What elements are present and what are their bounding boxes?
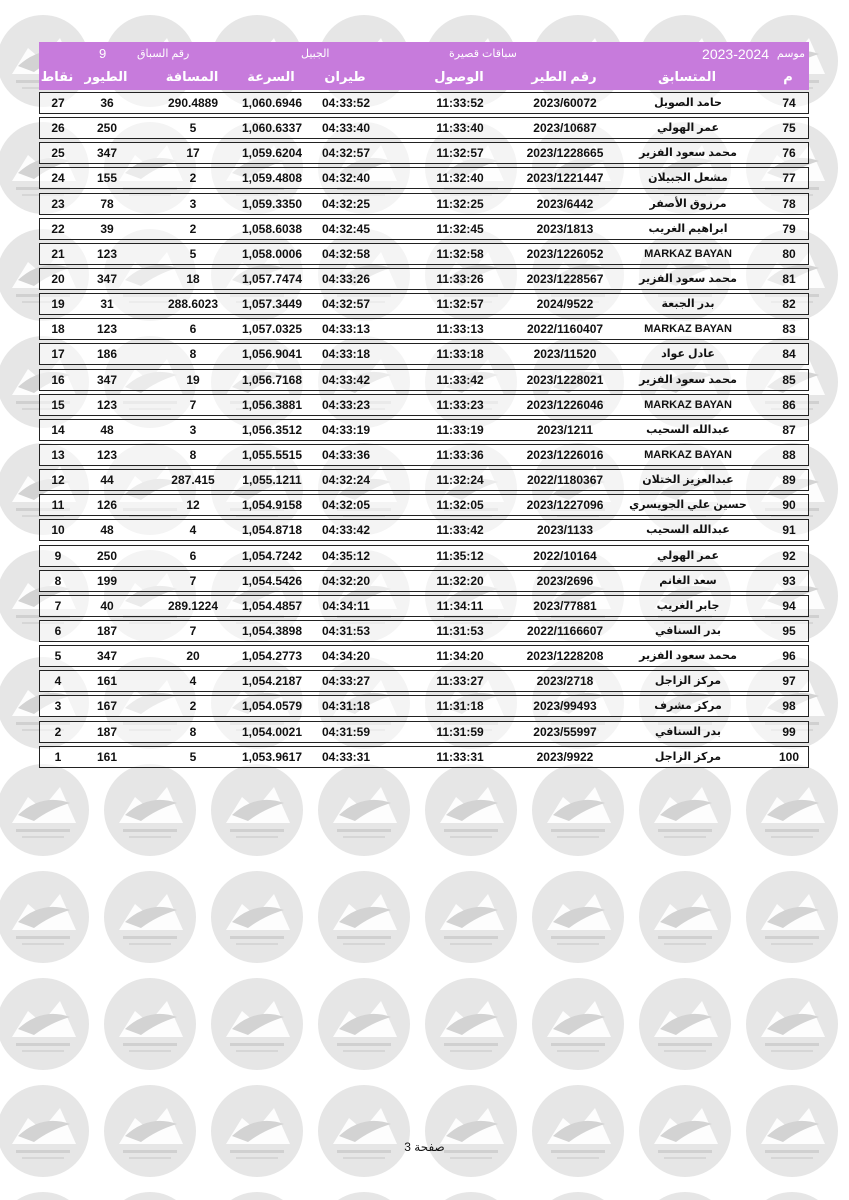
cell-points: 19 — [51, 297, 65, 312]
cell-points: 15 — [51, 397, 65, 412]
cell-arrival-time: 11:34:11 — [436, 598, 484, 613]
cell-speed: 1,054.7242 — [241, 548, 303, 563]
cell-ring-number: 2023/2718 — [536, 674, 594, 689]
cell-name: ابراهيم الغريب — [648, 222, 728, 235]
season-label: موسم — [776, 48, 805, 60]
cell-points: 7 — [54, 598, 62, 613]
cell-idx: 99 — [782, 724, 796, 739]
cell-ring-number: 2023/77881 — [533, 598, 597, 613]
cell-flight-time: 04:31:53 — [321, 623, 371, 638]
cell-birds: 39 — [100, 221, 114, 236]
cell-idx: 75 — [782, 121, 796, 136]
cell-points: 26 — [51, 121, 65, 136]
cell-ring-number: 2023/55997 — [533, 724, 597, 739]
cell-points: 1 — [54, 749, 62, 764]
table-row — [39, 394, 809, 416]
cell-speed: 1,056.9041 — [241, 347, 303, 362]
cell-name: مشعل الجبيلان — [648, 172, 728, 185]
col-birds: الطيور — [84, 69, 128, 84]
table-row — [39, 469, 809, 491]
cell-speed: 1,056.3881 — [241, 397, 303, 412]
cell-birds: 44 — [100, 473, 114, 488]
cell-points: 10 — [51, 523, 65, 538]
cell-idx: 97 — [782, 674, 796, 689]
table-row — [39, 369, 809, 391]
cell-speed: 1,059.3350 — [241, 196, 303, 211]
col-speed: السرعة — [247, 69, 295, 84]
cell-arrival-time: 11:33:31 — [436, 749, 484, 764]
cell-flight-time: 04:32:45 — [321, 221, 371, 236]
cell-arrival-time: 11:33:18 — [436, 347, 484, 362]
cell-speed: 1,054.2187 — [241, 674, 303, 689]
cell-flight-time: 04:33:13 — [321, 322, 371, 337]
cell-birds: 78 — [100, 196, 114, 211]
table-row — [39, 419, 809, 441]
cell-ring-number: 2023/11520 — [533, 347, 597, 362]
cell-ring-number: 2023/99493 — [533, 699, 597, 714]
cell-arrival-time: 11:33:27 — [436, 674, 484, 689]
cell-distance: 5 — [189, 246, 197, 261]
cell-flight-time: 04:33:40 — [321, 121, 371, 136]
cell-distance: 8 — [189, 447, 197, 462]
cell-speed: 1,054.8718 — [241, 523, 303, 538]
cell-arrival-time: 11:33:19 — [436, 422, 484, 437]
cell-speed: 1,054.2773 — [241, 649, 303, 664]
cell-ring-number: 2023/60072 — [533, 96, 597, 110]
cell-arrival-time: 11:32:05 — [436, 498, 484, 513]
col-distance: المسافة — [165, 69, 219, 84]
cell-distance: 18 — [186, 271, 200, 286]
cell-ring-number: 2023/1227096 — [526, 498, 604, 513]
cell-arrival-time: 11:32:58 — [436, 246, 484, 261]
cell-idx: 96 — [782, 649, 796, 664]
cell-speed: 1,060.6337 — [241, 121, 303, 136]
cell-points: 6 — [54, 623, 62, 638]
cell-speed: 1,054.0579 — [241, 699, 303, 714]
cell-idx: 100 — [778, 749, 800, 764]
cell-name: محمد سعود الفزير — [639, 272, 737, 285]
cell-distance: 6 — [189, 322, 197, 337]
table-row — [39, 620, 809, 642]
cell-name: حسين علي الجويسري — [629, 499, 747, 512]
cell-name: عمر الهولي — [656, 122, 720, 135]
cell-speed: 1,054.4857 — [241, 598, 303, 613]
cell-flight-time: 04:32:57 — [321, 146, 371, 161]
cell-arrival-time: 11:32:40 — [436, 171, 484, 186]
table-row — [39, 494, 809, 516]
cell-ring-number: 2022/1160407 — [526, 322, 604, 337]
table-row — [39, 167, 809, 189]
col-name: المتسابق — [657, 69, 717, 84]
cell-points: 24 — [51, 171, 65, 186]
cell-birds: 167 — [96, 699, 118, 714]
table-row — [39, 595, 809, 617]
cell-ring-number: 2023/1228567 — [526, 271, 604, 286]
cell-points: 16 — [51, 372, 65, 387]
cell-name: بدر السنافي — [655, 725, 721, 738]
cell-distance: 7 — [189, 397, 197, 412]
cell-arrival-time: 11:31:18 — [436, 699, 484, 714]
cell-idx: 86 — [782, 397, 796, 412]
cell-birds: 187 — [96, 724, 118, 739]
cell-points: 25 — [51, 146, 65, 161]
col-idx: م — [783, 69, 793, 84]
cell-distance: 7 — [189, 623, 197, 638]
cell-idx: 98 — [782, 699, 796, 714]
cell-birds: 36 — [100, 96, 114, 110]
cell-flight-time: 04:33:52 — [321, 96, 371, 110]
cell-birds: 347 — [96, 146, 118, 161]
cell-flight-time: 04:32:57 — [321, 297, 371, 312]
cell-idx: 79 — [782, 221, 796, 236]
cell-ring-number: 2022/1166607 — [526, 623, 604, 638]
cell-points: 17 — [51, 347, 65, 362]
cell-distance: 290.4889 — [167, 96, 219, 110]
cell-name: محمد سعود الفزير — [639, 147, 737, 160]
cell-name: حامد الصويل — [654, 97, 722, 109]
cell-flight-time: 04:33:36 — [321, 447, 371, 462]
table-row — [39, 142, 809, 164]
cell-arrival-time: 11:32:24 — [436, 473, 484, 488]
cell-flight-time: 04:32:20 — [321, 573, 371, 588]
table-row — [39, 318, 809, 340]
cell-arrival-time: 11:32:57 — [436, 297, 484, 312]
results-table-body — [39, 92, 809, 768]
cell-ring-number: 2023/1228208 — [526, 649, 604, 664]
cell-arrival-time: 11:32:45 — [436, 221, 484, 236]
col-ring: رقم الطير — [531, 69, 597, 84]
cell-arrival-time: 11:33:40 — [436, 121, 484, 136]
cell-birds: 347 — [96, 372, 118, 387]
cell-arrival-time: 11:33:26 — [436, 271, 484, 286]
table-header — [39, 42, 809, 90]
cell-points: 11 — [51, 498, 65, 513]
table-row — [39, 695, 809, 717]
race-location: الجبيل — [301, 48, 330, 60]
cell-idx: 76 — [782, 146, 796, 161]
cell-idx: 94 — [782, 598, 796, 613]
cell-name: عبدالعزيز الختلان — [642, 474, 734, 487]
header-info-row — [39, 43, 809, 65]
cell-points: 3 — [54, 699, 62, 714]
cell-idx: 77 — [782, 171, 796, 186]
cell-name: MARKAZ BAYAN — [644, 448, 732, 461]
cell-distance: 289.1224 — [167, 598, 219, 613]
cell-ring-number: 2023/2696 — [536, 573, 594, 588]
cell-flight-time: 04:32:05 — [321, 498, 371, 513]
cell-arrival-time: 11:32:20 — [436, 573, 484, 588]
table-row — [39, 645, 809, 667]
cell-ring-number: 2023/1211 — [536, 422, 594, 437]
cell-idx: 90 — [782, 498, 796, 513]
cell-arrival-time: 11:33:23 — [436, 397, 484, 412]
cell-speed: 1,057.0325 — [241, 322, 303, 337]
cell-speed: 1,059.6204 — [241, 146, 303, 161]
cell-distance: 2 — [189, 699, 197, 714]
cell-ring-number: 2023/1226016 — [526, 447, 604, 462]
table-row — [39, 444, 809, 466]
cell-birds: 161 — [96, 674, 118, 689]
cell-birds: 187 — [96, 623, 118, 638]
cell-birds: 123 — [96, 246, 118, 261]
cell-birds: 347 — [96, 271, 118, 286]
table-row — [39, 218, 809, 240]
cell-idx: 80 — [782, 246, 796, 261]
cell-distance: 3 — [189, 196, 197, 211]
cell-birds: 40 — [100, 598, 114, 613]
cell-birds: 161 — [96, 749, 118, 764]
cell-arrival-time: 11:33:42 — [436, 523, 484, 538]
cell-speed: 1,054.9158 — [241, 498, 303, 513]
cell-name: MARKAZ BAYAN — [644, 247, 732, 260]
cell-name: بدر السنافي — [655, 624, 721, 637]
results-sheet — [39, 42, 809, 771]
cell-speed: 1,056.7168 — [241, 372, 303, 387]
cell-points: 27 — [51, 96, 65, 110]
race-type: سباقات قصيرة — [449, 48, 517, 60]
cell-name: جابر الغريب — [656, 599, 720, 612]
cell-ring-number: 2023/9922 — [536, 749, 594, 764]
cell-distance: 19 — [186, 372, 200, 387]
cell-flight-time: 04:34:11 — [322, 598, 370, 613]
cell-distance: 287.415 — [171, 473, 215, 488]
cell-idx: 85 — [782, 372, 796, 387]
cell-flight-time: 04:33:42 — [321, 523, 371, 538]
table-row — [39, 519, 809, 541]
cell-distance: 2 — [189, 221, 197, 236]
cell-points: 2 — [54, 724, 62, 739]
cell-distance: 4 — [189, 523, 197, 538]
cell-points: 13 — [51, 447, 65, 462]
cell-speed: 1,058.0006 — [241, 246, 303, 261]
cell-birds: 48 — [100, 523, 114, 538]
cell-ring-number: 2023/1226046 — [526, 397, 604, 412]
cell-name: محمد سعود الفزير — [639, 650, 737, 663]
race-number: 9 — [99, 46, 107, 61]
cell-distance: 8 — [189, 724, 197, 739]
cell-birds: 250 — [96, 548, 118, 563]
cell-distance: 20 — [186, 649, 200, 664]
cell-speed: 1,059.4808 — [241, 171, 303, 186]
cell-ring-number: 2023/6442 — [536, 196, 594, 211]
cell-name: MARKAZ BAYAN — [644, 398, 732, 411]
cell-distance: 7 — [189, 573, 197, 588]
cell-idx: 93 — [782, 573, 796, 588]
cell-speed: 1,055.5515 — [241, 447, 303, 462]
col-points: نقاط — [40, 69, 74, 84]
cell-ring-number: 2022/10164 — [533, 548, 597, 563]
cell-idx: 81 — [782, 271, 796, 286]
cell-distance: 3 — [189, 422, 197, 437]
cell-name: عبدالله السحيب — [646, 524, 730, 537]
cell-points: 18 — [51, 322, 65, 337]
cell-flight-time: 04:33:42 — [321, 372, 371, 387]
cell-idx: 74 — [782, 96, 796, 110]
cell-points: 4 — [54, 674, 62, 689]
table-row — [39, 570, 809, 592]
cell-name: عادل عواد — [661, 348, 715, 361]
cell-distance: 5 — [189, 749, 197, 764]
cell-name: عمر الهولي — [656, 549, 720, 562]
cell-speed: 1,055.1211 — [242, 473, 302, 488]
cell-idx: 87 — [782, 422, 796, 437]
cell-speed: 1,058.6038 — [241, 221, 303, 236]
race-number-label: رقم السباق — [137, 48, 190, 60]
cell-arrival-time: 11:33:52 — [436, 96, 484, 110]
cell-distance: 288.6023 — [167, 297, 219, 312]
cell-ring-number: 2023/1226052 — [526, 246, 604, 261]
table-row — [39, 293, 809, 315]
cell-points: 9 — [54, 548, 62, 563]
cell-name: مركز الزاجل — [654, 750, 722, 763]
cell-distance: 17 — [186, 146, 200, 161]
cell-flight-time: 04:35:12 — [321, 548, 371, 563]
cell-ring-number: 2024/9522 — [536, 297, 594, 312]
cell-idx: 84 — [782, 347, 796, 362]
table-row — [39, 268, 809, 290]
cell-birds: 123 — [96, 447, 118, 462]
column-headers — [39, 66, 809, 88]
cell-arrival-time: 11:33:36 — [436, 447, 484, 462]
cell-idx: 92 — [782, 548, 796, 563]
cell-ring-number: 2023/1813 — [536, 221, 594, 236]
table-row — [39, 746, 809, 768]
col-arrival: الوصول — [434, 69, 484, 84]
cell-speed: 1,056.3512 — [241, 422, 303, 437]
cell-idx: 82 — [782, 297, 796, 312]
cell-points: 20 — [51, 271, 65, 286]
cell-birds: 31 — [100, 297, 114, 312]
cell-ring-number: 2023/10687 — [533, 121, 597, 136]
cell-flight-time: 04:33:27 — [321, 674, 371, 689]
cell-name: بدر الجبعة — [661, 298, 715, 311]
cell-birds: 347 — [96, 649, 118, 664]
cell-flight-time: 04:31:59 — [321, 724, 371, 739]
cell-distance: 6 — [189, 548, 197, 563]
cell-name: محمد سعود الفزير — [639, 373, 737, 386]
cell-birds: 155 — [96, 171, 118, 186]
cell-distance: 8 — [189, 347, 197, 362]
cell-points: 21 — [51, 246, 65, 261]
cell-flight-time: 04:33:31 — [321, 749, 371, 764]
cell-name: عبدالله السحيب — [646, 423, 730, 436]
cell-speed: 1,054.0021 — [241, 724, 303, 739]
cell-idx: 78 — [782, 196, 796, 211]
cell-birds: 186 — [96, 347, 118, 362]
cell-ring-number: 2022/1180367 — [526, 473, 604, 488]
cell-speed: 1,054.5426 — [241, 573, 303, 588]
cell-points: 5 — [54, 649, 62, 664]
cell-name: MARKAZ BAYAN — [644, 323, 732, 336]
cell-arrival-time: 11:34:20 — [436, 649, 484, 664]
cell-birds: 48 — [100, 422, 114, 437]
cell-name: مركز الزاجل — [654, 675, 722, 688]
cell-birds: 123 — [96, 397, 118, 412]
cell-flight-time: 04:33:19 — [321, 422, 371, 437]
cell-points: 12 — [51, 473, 65, 488]
season-value: 2023-2024 — [702, 46, 769, 62]
cell-idx: 88 — [782, 447, 796, 462]
cell-distance: 12 — [186, 498, 200, 513]
cell-flight-time: 04:32:40 — [321, 171, 371, 186]
cell-arrival-time: 11:33:42 — [436, 372, 484, 387]
cell-arrival-time: 11:32:25 — [436, 196, 484, 211]
table-row — [39, 721, 809, 743]
cell-name: مركز مشرف — [654, 700, 722, 713]
cell-arrival-time: 11:31:59 — [436, 724, 484, 739]
cell-flight-time: 04:33:23 — [321, 397, 371, 412]
cell-flight-time: 04:33:26 — [321, 271, 371, 286]
cell-birds: 123 — [96, 322, 118, 337]
cell-points: 23 — [51, 196, 65, 211]
cell-birds: 199 — [96, 573, 118, 588]
cell-flight-time: 04:33:18 — [321, 347, 371, 362]
cell-flight-time: 04:34:20 — [321, 649, 371, 664]
cell-ring-number: 2023/1221447 — [526, 171, 604, 186]
cell-ring-number: 2023/1228021 — [526, 372, 604, 387]
cell-arrival-time: 11:35:12 — [436, 548, 484, 563]
cell-points: 22 — [51, 221, 65, 236]
cell-idx: 89 — [782, 473, 796, 488]
cell-idx: 91 — [782, 523, 796, 538]
cell-name: سعد الغانم — [659, 574, 717, 587]
cell-flight-time: 04:32:25 — [321, 196, 371, 211]
table-row — [39, 243, 809, 265]
cell-distance: 5 — [189, 121, 197, 136]
cell-flight-time: 04:31:18 — [321, 699, 371, 714]
col-flight: طيران — [324, 69, 366, 84]
cell-idx: 95 — [782, 623, 796, 638]
cell-distance: 2 — [189, 171, 197, 186]
table-row — [39, 545, 809, 567]
cell-flight-time: 04:32:58 — [321, 246, 371, 261]
cell-idx: 83 — [782, 322, 796, 337]
cell-speed: 1,057.3449 — [241, 297, 303, 312]
cell-name: مرزوق الأصفر — [649, 197, 727, 210]
table-row — [39, 117, 809, 139]
cell-flight-time: 04:32:24 — [321, 473, 371, 488]
cell-birds: 250 — [96, 121, 118, 136]
table-row — [39, 92, 809, 114]
page-number: صفحة 3 — [404, 1140, 445, 1154]
table-row — [39, 193, 809, 215]
cell-birds: 126 — [96, 498, 118, 513]
cell-arrival-time: 11:33:13 — [436, 322, 484, 337]
cell-points: 8 — [54, 573, 62, 588]
cell-speed: 1,054.3898 — [241, 623, 303, 638]
cell-points: 14 — [51, 422, 65, 437]
table-row — [39, 670, 809, 692]
cell-speed: 1,053.9617 — [241, 749, 303, 764]
cell-ring-number: 2023/1228665 — [526, 146, 604, 161]
cell-speed: 1,057.7474 — [241, 271, 303, 286]
cell-distance: 4 — [189, 674, 197, 689]
table-row — [39, 343, 809, 365]
cell-arrival-time: 11:32:57 — [436, 146, 484, 161]
cell-ring-number: 2023/1133 — [536, 523, 594, 538]
cell-arrival-time: 11:31:53 — [436, 623, 484, 638]
cell-speed: 1,060.6946 — [241, 96, 303, 110]
